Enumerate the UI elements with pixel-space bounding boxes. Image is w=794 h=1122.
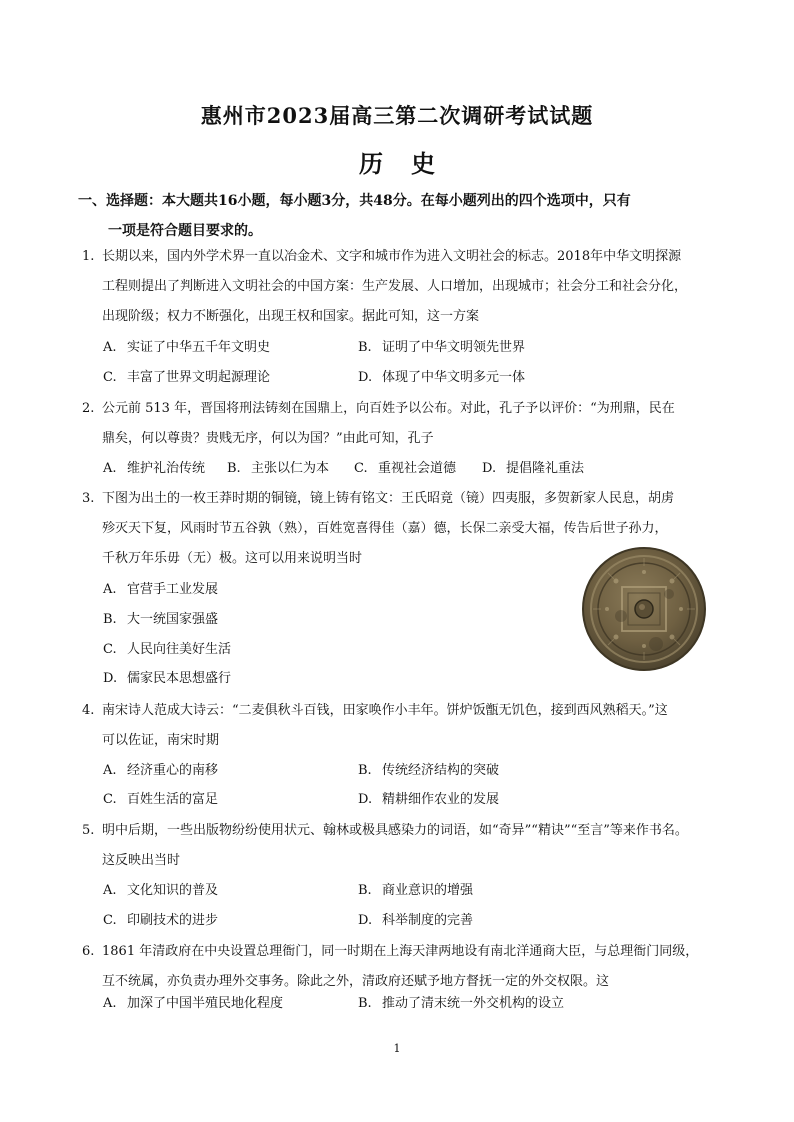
option-d: D. 体现了中华文明多元一体 (358, 370, 526, 385)
option-b: B. 商业意识的增强 (358, 883, 474, 898)
question-stem-line: 可以佐证，南宋时期 (102, 733, 220, 748)
option-a: A. 加深了中国半殖民地化程度 (103, 996, 284, 1011)
question-stem-line: 下图为出土的一枚王莽时期的铜镜，镜上铸有铭文：王氏昭竟（镜）四夷服，多贺新家人民息，胡虏 (102, 491, 675, 506)
question-stem-line: 南宋诗人范成大诗云：“二麦俱秋斗百钱，田家唤作小丰年。饼炉饭甑无饥色，接到西风熟稻天。”这 (102, 703, 668, 718)
option-c: C. 人民向往美好生活 (103, 642, 232, 657)
option-a: A. 官营手工业发展 (103, 582, 219, 597)
question-stem-line: 工程则提出了判断进入文明社会的中国方案：生产发展、人口增加，出现城市；社会分工和社会分化， (102, 279, 688, 294)
option-c: C. 重视社会道德 (354, 461, 457, 476)
option-c: C. 印刷技术的进步 (103, 913, 219, 928)
question-number: 4. (82, 703, 95, 718)
question-stem-line: 殄灭天下复，风雨时节五谷孰（熟），百姓宽喜得佳（嘉）德，长保二亲受大福，传告后世子孙力， (102, 521, 668, 536)
question-2 (82, 394, 722, 454)
option-d: D. 儒家民本思想盛行 (103, 671, 232, 686)
option-a: A. 实证了中华五千年文明史 (103, 340, 271, 355)
question-number: 5. (82, 823, 95, 838)
option-c: C. 丰富了世界文明起源理论 (103, 370, 271, 385)
subject-title: 历史 (359, 149, 463, 178)
option-b: B. 主张以仁为本 (227, 461, 330, 476)
question-stem-line: 这反映出当时 (102, 853, 181, 868)
option-b: B. 证明了中华文明领先世界 (358, 340, 526, 355)
section-line-2: 一项是符合题目要求的。 (108, 223, 262, 239)
question-5 (82, 816, 722, 876)
option-b: B. 传统经济结构的突破 (358, 763, 500, 778)
question-1 (82, 242, 722, 332)
option-c: C. 百姓生活的富足 (103, 792, 219, 807)
option-b: B. 推动了清末统一外交机构的设立 (358, 996, 565, 1011)
question-stem-line: 鼎矣，何以尊贵？贵贱无序，何以为国？”由此可知，孔子 (102, 431, 434, 446)
section-line-1: 一、选择题：本大题共16小题，每小题3分，共48分。在每小题列出的四个选项中，只有 (78, 193, 631, 209)
option-d: D. 提倡隆礼重法 (482, 461, 585, 476)
option-a: A. 维护礼治传统 (103, 461, 206, 476)
question-number: 3. (82, 491, 95, 506)
option-a: A. 文化知识的普及 (103, 883, 219, 898)
question-4 (82, 696, 722, 756)
question-6 (82, 937, 722, 997)
question-stem-line: 公元前 513 年，晋国将刑法铸刻在国鼎上，向百姓予以公布。对此，孔子予以评价：“为刑鼎，民在 (102, 401, 675, 416)
question-number: 1. (82, 249, 95, 264)
option-d: D. 科举制度的完善 (358, 913, 474, 928)
exam-title: 惠州市2023届高三第二次调研考试试题 (200, 103, 594, 128)
question-stem-line: 1861 年清政府在中央设置总理衙门，同一时期在上海天津两地设有南北洋通商大臣，与总理衙门同级， (102, 944, 699, 959)
question-stem-line: 明中后期，一些出版物纷纷使用状元、翰林或极具感染力的词语，如“奇异”“精诀”“至言”等来作书名。 (102, 823, 688, 838)
question-stem-line: 长期以来，国内外学术界一直以冶金术、文字和城市作为进入文明社会的标志。2018年中华文明探源 (102, 249, 682, 264)
bronze-mirror-icon (581, 546, 707, 672)
question-stem-line: 互不统属，亦负责办理外交事务。除此之外，清政府还赋予地方督抚一定的外交权限。这 (102, 974, 610, 989)
question-number: 2. (82, 401, 95, 416)
page-number: 1 (393, 1042, 401, 1055)
option-d: D. 精耕细作农业的发展 (358, 792, 500, 807)
option-a: A. 经济重心的南移 (103, 763, 219, 778)
section-instructions (78, 186, 724, 246)
question-number: 6. (82, 944, 95, 959)
question-stem-line: 千秋万年乐毋（无）极。这可以用来说明当时 (102, 551, 363, 566)
question-stem-line: 出现阶级；权力不断强化，出现王权和国家。据此可知，这一方案 (102, 309, 480, 324)
option-b: B. 大一统国家强盛 (103, 612, 219, 627)
